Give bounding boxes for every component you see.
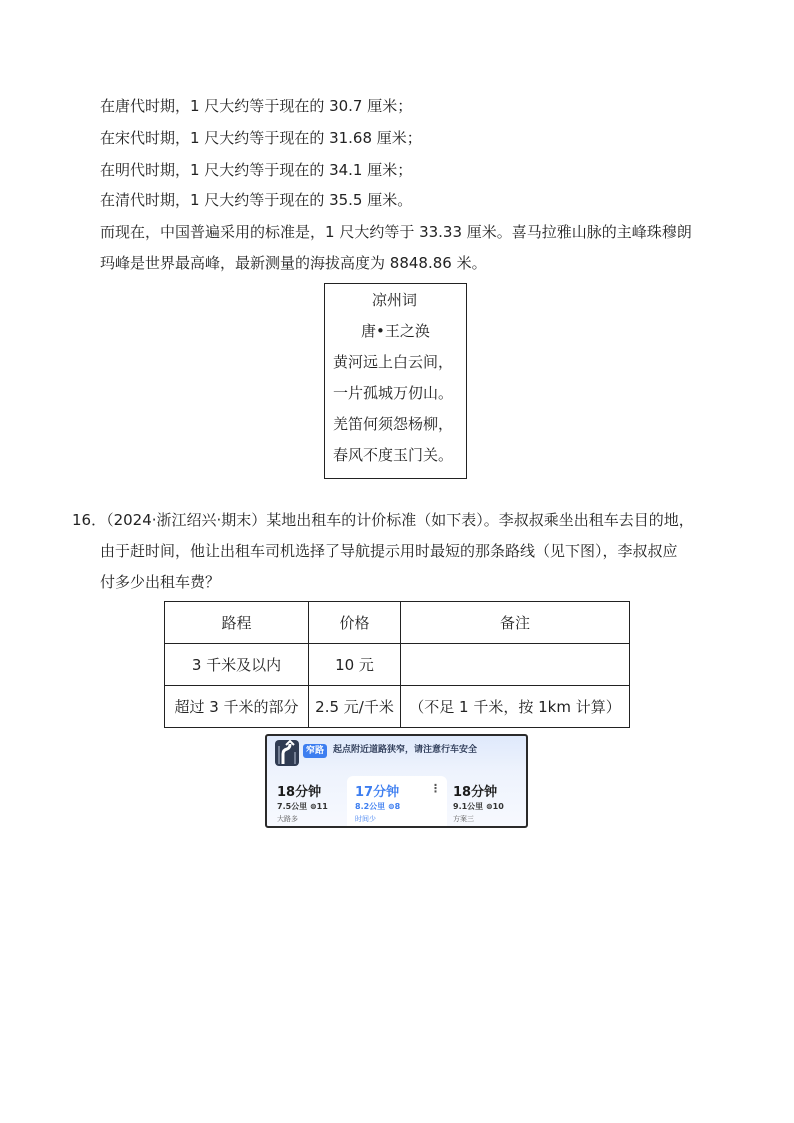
warning-text: 起点附近道路狭窄，请注意行车安全	[333, 745, 478, 755]
table-cell: 2.5 元/千米	[309, 686, 401, 728]
route-option-3[interactable]	[447, 776, 525, 828]
route-meta: 9.1公里 ⊜10	[453, 802, 504, 811]
intro-line-5: 而现在，中国普遍采用的标准是，1 尺大约等于 33.33 厘米。喜马拉雅山脉的主峰珠穆朗	[100, 223, 692, 241]
route-tag: 大路多	[277, 815, 298, 823]
intro-line-4: 在清代时期，1 尺大约等于现在的 35.5 厘米。	[100, 191, 413, 209]
table-row	[165, 686, 630, 728]
route-tag: 时间少	[355, 815, 376, 823]
route-option-1[interactable]	[271, 776, 347, 828]
poem-line-1: 黄河远上白云间，	[333, 353, 454, 371]
intro-line-1: 在唐代时期，1 尺大约等于现在的 30.7 厘米；	[100, 97, 413, 115]
intro-line-6: 玛峰是世界最高峰，最新测量的海拔高度为 8848.86 米。	[100, 254, 487, 272]
poem-line-4: 春风不度玉门关。	[333, 446, 454, 464]
table-cell: （不足 1 千米，按 1km 计算）	[401, 686, 630, 728]
table-row	[165, 644, 630, 686]
table-header-cell: 备注	[401, 602, 630, 644]
poem-author: 唐•王之涣	[361, 322, 430, 340]
table-cell: 超过 3 千米的部分	[165, 686, 309, 728]
table-header-row	[165, 602, 630, 644]
table-cell	[401, 644, 630, 686]
poem-line-3: 羌笛何须怨杨柳，	[333, 415, 454, 433]
poem-title: 凉州词	[372, 291, 418, 309]
poem-line-2: 一片孤城万仞山。	[333, 384, 454, 402]
intro-line-2: 在宋代时期，1 尺大约等于现在的 31.68 厘米；	[100, 129, 422, 147]
route-tag: 方案三	[453, 815, 474, 823]
route-time: 18分钟	[453, 785, 498, 800]
turn-road-icon	[275, 740, 299, 766]
poem-box	[324, 283, 467, 479]
nav-header	[267, 736, 526, 770]
question-line-1: 16．（2024·浙江绍兴·期末）某地出租车的计价标准（如下表）。李叔叔乘坐出租车去目的地，	[72, 511, 694, 529]
table-header-cell: 路程	[165, 602, 309, 644]
route-time: 18分钟	[277, 785, 322, 800]
question-line-2: 由于赶时间，他让出租车司机选择了导航提示用时最短的那条路线（见下图），李叔叔应	[100, 542, 678, 560]
intro-line-3: 在明代时期，1 尺大约等于现在的 34.1 厘米；	[100, 161, 413, 179]
route-meta: 8.2公里 ⊜8	[355, 802, 401, 811]
fare-table	[164, 601, 630, 728]
route-meta: 7.5公里 ⊜11	[277, 802, 328, 811]
table-header-cell: 价格	[309, 602, 401, 644]
table-cell: 3 千米及以内	[165, 644, 309, 686]
more-options-icon[interactable]: ⋮	[430, 782, 441, 795]
question-line-3: 付多少出租车费？	[100, 573, 221, 591]
navigation-screenshot	[265, 734, 528, 828]
narrow-road-badge: 窄路	[303, 744, 327, 758]
route-time: 17分钟	[355, 785, 400, 800]
route-option-2[interactable]	[347, 776, 447, 828]
table-cell: 10 元	[309, 644, 401, 686]
